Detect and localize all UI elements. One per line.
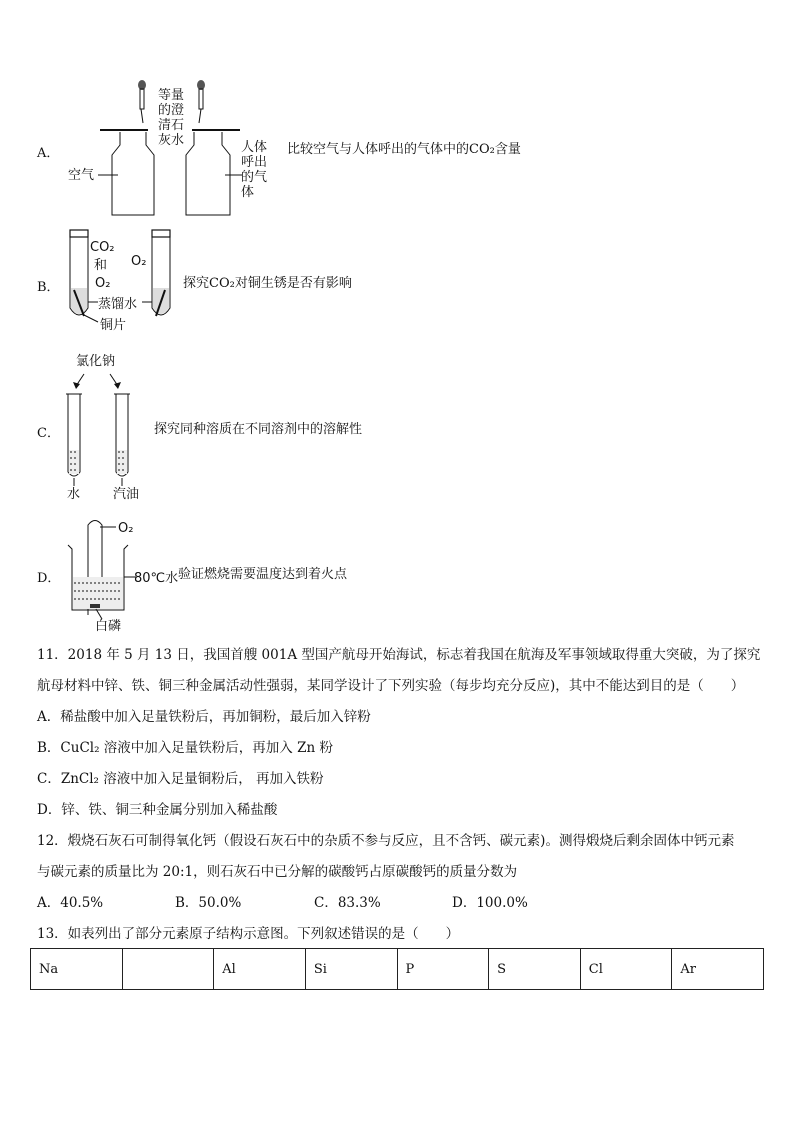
question-12-option-d[interactable]: D．100.0% — [452, 895, 528, 911]
option-b-caption: 探究CO₂对铜生锈是否有影响 — [183, 276, 352, 291]
option-d-letter: D． — [37, 571, 61, 586]
question-12-stem-line2: 与碳元素的质量比为 20:1，则石灰石中已分解的碳酸钙占原碳酸钙的质量分数为 — [37, 864, 518, 880]
option-c-left-label: 水 — [67, 487, 81, 502]
option-b-and-label: 和 — [94, 258, 108, 273]
question-11-option-c[interactable]: C．ZnCl₂ 溶液中加入足量铜粉后， 再加入铁粉 — [37, 771, 324, 787]
question-12-stem-line1: 12．煅烧石灰石可制得氧化钙（假设石灰石中的杂质不参与反应，且不含钙、碳元素)。测得煅烧后剩余固体中钙元素 — [37, 833, 735, 849]
table-cell: Al — [214, 949, 306, 990]
option-b-water-label: 蒸馏水 — [98, 297, 138, 312]
question-12-option-b[interactable]: B．50.0% — [175, 895, 242, 911]
option-d-o2-label: O₂ — [118, 521, 134, 536]
table-cell: P — [397, 949, 489, 990]
table-cell: S — [489, 949, 581, 990]
question-13-stem: 13．如表列出了部分元素原子结构示意图。下列叙述错误的是（ ） — [37, 926, 460, 942]
option-d-caption: 验证燃烧需要温度达到着火点 — [178, 567, 348, 582]
option-d-water-label: 80℃水 — [134, 571, 179, 586]
question-12-option-a[interactable]: A．40.5% — [37, 895, 104, 911]
table-cell: Cl — [580, 949, 672, 990]
option-a-caption: 比较空气与人体呼出的气体中的CO₂含量 — [287, 142, 521, 157]
option-a-left-label: 空气 — [68, 168, 95, 183]
table-cell: Na — [31, 949, 123, 990]
option-c-diagram — [60, 372, 160, 492]
question-11-option-b[interactable]: B．CuCl₂ 溶液中加入足量铁粉后，再加入 Zn 粉 — [37, 740, 333, 756]
question-12-option-c[interactable]: C．83.3% — [314, 895, 381, 911]
option-b-co2-label: CO₂ — [90, 240, 115, 255]
question-11-option-d[interactable]: D．锌、铁、铜三种金属分别加入稀盐酸 — [37, 802, 278, 818]
option-b-o2-left-label: O₂ — [95, 276, 111, 291]
option-a-dropper-label: 等量 的澄 清石 灰水 — [157, 88, 184, 148]
question-11-option-a[interactable]: A．稀盐酸中加入足量铁粉后，再加铜粉，最后加入锌粉 — [37, 709, 371, 725]
option-d-phosphorus-label: 白磷 — [95, 619, 122, 634]
option-c-letter: C． — [37, 426, 60, 441]
option-b-copper-label: 铜片 — [100, 318, 127, 333]
option-c-right-label: 汽油 — [113, 487, 140, 502]
option-b-letter: B． — [37, 280, 60, 295]
question-11-stem-line2: 航母材料中锌、铁、铜三种金属活动性强弱，某同学设计了下列实验（每步均充分反应)，其中不能达到目的是（ ） — [37, 678, 745, 694]
table-row — [31, 949, 764, 990]
table-cell — [122, 949, 214, 990]
option-c-caption: 探究同种溶质在不同溶剂中的溶解性 — [154, 422, 363, 437]
option-c-top-label: 氯化钠 — [76, 354, 116, 369]
table-cell: Si — [305, 949, 397, 990]
option-a-right-label: 人体 呼出 的气 体 — [241, 140, 268, 200]
table-cell: Ar — [672, 949, 764, 990]
option-b-o2-right-label: O₂ — [131, 254, 147, 269]
element-table — [30, 948, 764, 990]
question-11-stem-line1: 11．2018 年 5 月 13 日，我国首艘 001A 型国产航母开始海试，标志着我国在航海及军事领域取得重大突破，为了探究 — [37, 647, 761, 663]
option-a-letter: A． — [37, 146, 60, 161]
